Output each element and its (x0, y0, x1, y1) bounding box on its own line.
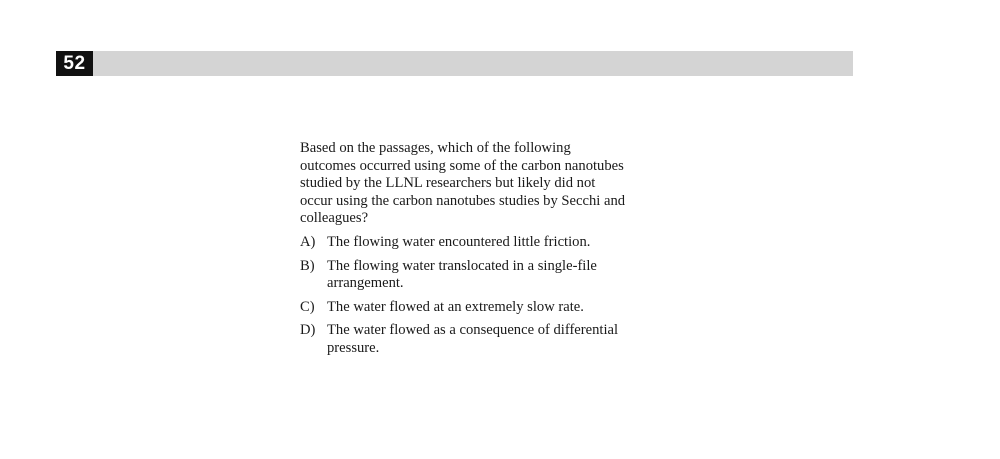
choice-text: The water flowed as a consequence of differential pressure. (327, 322, 619, 356)
answer-choice-a[interactable] (300, 234, 630, 252)
question-header-bar (56, 51, 853, 76)
choice-letter: C) (300, 298, 315, 315)
choice-text: The flowing water encountered little friction. (327, 233, 591, 250)
choice-letter: A) (300, 233, 316, 250)
answer-choice-d[interactable] (300, 322, 630, 357)
choice-letter: D) (300, 322, 316, 339)
answer-choices (300, 234, 630, 358)
choice-letter: B) (300, 257, 315, 274)
question-block (300, 140, 630, 364)
question-number-badge: 52 (56, 51, 93, 76)
choice-text: The water flowed at an extremely slow rate. (327, 298, 584, 315)
question-stem: Based on the passages, which of the following outcomes occurred using some of the carbon nanotubes studied by the LLNL researchers but likely did not occur using the carbon nanotubes studies by Secchi and colleagues? (300, 140, 626, 227)
answer-choice-c[interactable] (300, 299, 630, 317)
choice-text: The flowing water translocated in a single-file arrangement. (327, 257, 597, 292)
answer-choice-b[interactable] (300, 258, 630, 293)
